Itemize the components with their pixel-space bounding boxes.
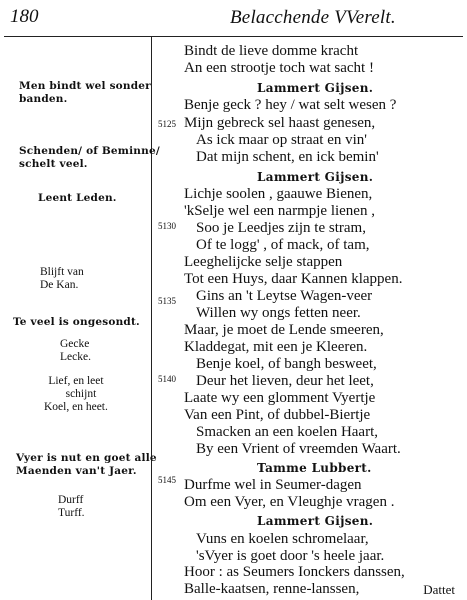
margin-note-line: Blijft van xyxy=(40,266,84,278)
margin-note xyxy=(19,145,160,171)
line-number: 5140 xyxy=(158,374,176,384)
margin-note-line: De Kan. xyxy=(40,279,79,291)
verse-line: Hoor : as Seumers Ionckers danssen, xyxy=(184,564,405,580)
margin-note xyxy=(60,338,91,364)
margin-note-line: Lecke. xyxy=(60,351,91,363)
margin-note-line: Lief, en leet xyxy=(48,375,104,387)
margin-divider xyxy=(151,36,152,600)
margin-note xyxy=(38,192,117,205)
verse-line: Balle-kaatsen, renne-lanssen, xyxy=(184,581,360,597)
verse-line: Kladdegat, mit een je Kleeren. xyxy=(184,339,368,355)
margin-note-line: Gecke xyxy=(60,338,90,350)
margin-note-line: schijnt xyxy=(65,388,97,400)
verse-line: Leeghelijcke selje stappen xyxy=(184,254,343,270)
speaker-name: Lammert Gijsen. xyxy=(257,81,374,95)
verse-line: 'sVyer is goet door 's heele jaar. xyxy=(196,548,385,564)
margin-note-line: schelt veel. xyxy=(19,158,88,170)
margin-note xyxy=(58,494,85,520)
verse-line: Laate wy een glomment Vyertje xyxy=(184,390,376,406)
speaker-name: Tamme Lubbert. xyxy=(257,461,372,475)
verse-line: Mijn gebreck sel haast genesen, xyxy=(184,115,376,131)
margin-note-line: Leent Leden. xyxy=(38,192,117,204)
verse-line: Of te logg' , of mack, of tam, xyxy=(196,237,370,253)
verse-line: Om een Vyer, en Vleughje vragen . xyxy=(184,494,395,510)
margin-note-line: banden. xyxy=(19,93,68,105)
margin-note xyxy=(40,266,84,292)
verse-line: Benje geck ? hey / wat selt wesen ? xyxy=(184,97,397,113)
margin-note-line: Vyer is nut en goet alle xyxy=(16,452,157,464)
verse-line: Deur het lieven, deur het leet, xyxy=(196,373,374,389)
margin-note-line: Schenden/ of Beminne/ xyxy=(19,145,160,157)
verse-line: Van een Pint, of dubbel-Biertje xyxy=(184,407,371,423)
verse-line: Gins an 't Leytse Wagen-veer xyxy=(196,288,373,304)
margin-note xyxy=(44,375,108,414)
verse-line: Lichje soolen , gaauwe Bienen, xyxy=(184,186,373,202)
verse-line: By een Vrient of vreemden Waart. xyxy=(196,441,401,457)
margin-note xyxy=(13,316,140,329)
verse-line: Soo je Leedjes zijn te stram, xyxy=(196,220,366,236)
margin-note xyxy=(16,452,157,478)
verse-line: Maar, je moet de Lende smeeren, xyxy=(184,322,384,338)
line-number: 5130 xyxy=(158,221,176,231)
catchword: Dattet xyxy=(423,582,455,597)
line-number: 5135 xyxy=(158,296,176,306)
page-number: 180 xyxy=(10,6,39,27)
verse-line: Vuns en koelen schromelaar, xyxy=(196,531,369,547)
margin-note xyxy=(19,80,151,106)
header-rule xyxy=(4,36,463,37)
verse-line: As ick maar op straat en vin' xyxy=(196,132,367,148)
margin-note-line: Te veel is ongesondt. xyxy=(13,316,140,328)
verse-line: Dat mijn schent, en ick bemin' xyxy=(196,149,379,165)
margin-note-line: Men bindt wel sonder xyxy=(19,80,151,92)
verse-line: Smacken an een koelen Haart, xyxy=(196,424,378,440)
line-number: 5145 xyxy=(158,475,176,485)
margin-note-line: Durff xyxy=(58,494,84,506)
line-number: 5125 xyxy=(158,119,176,129)
verse-line: Benje koel, of bangh besweet, xyxy=(196,356,377,372)
margin-note-line: Maenden van't Jaer. xyxy=(16,465,137,477)
speaker-name: Lammert Gijsen. xyxy=(257,514,374,528)
margin-note-line: Koel, en heet. xyxy=(44,401,108,413)
verse-line: Durfme wel in Seumer-dagen xyxy=(184,477,362,493)
verse-line: An een strootje toch wat sacht ! xyxy=(184,60,374,76)
verse-line: Willen wy ongs fetten neer. xyxy=(196,305,361,321)
running-head: Belacchende VVerelt. xyxy=(230,7,396,28)
verse-line: Bindt de lieve domme kracht xyxy=(184,43,359,59)
verse-line: 'kSelje wel een narmpje lienen , xyxy=(184,203,375,219)
speaker-name: Lammert Gijsen. xyxy=(257,170,374,184)
margin-note-line: Turff. xyxy=(58,507,85,519)
verse-line: Tot een Huys, daar Kannen klappen. xyxy=(184,271,403,287)
